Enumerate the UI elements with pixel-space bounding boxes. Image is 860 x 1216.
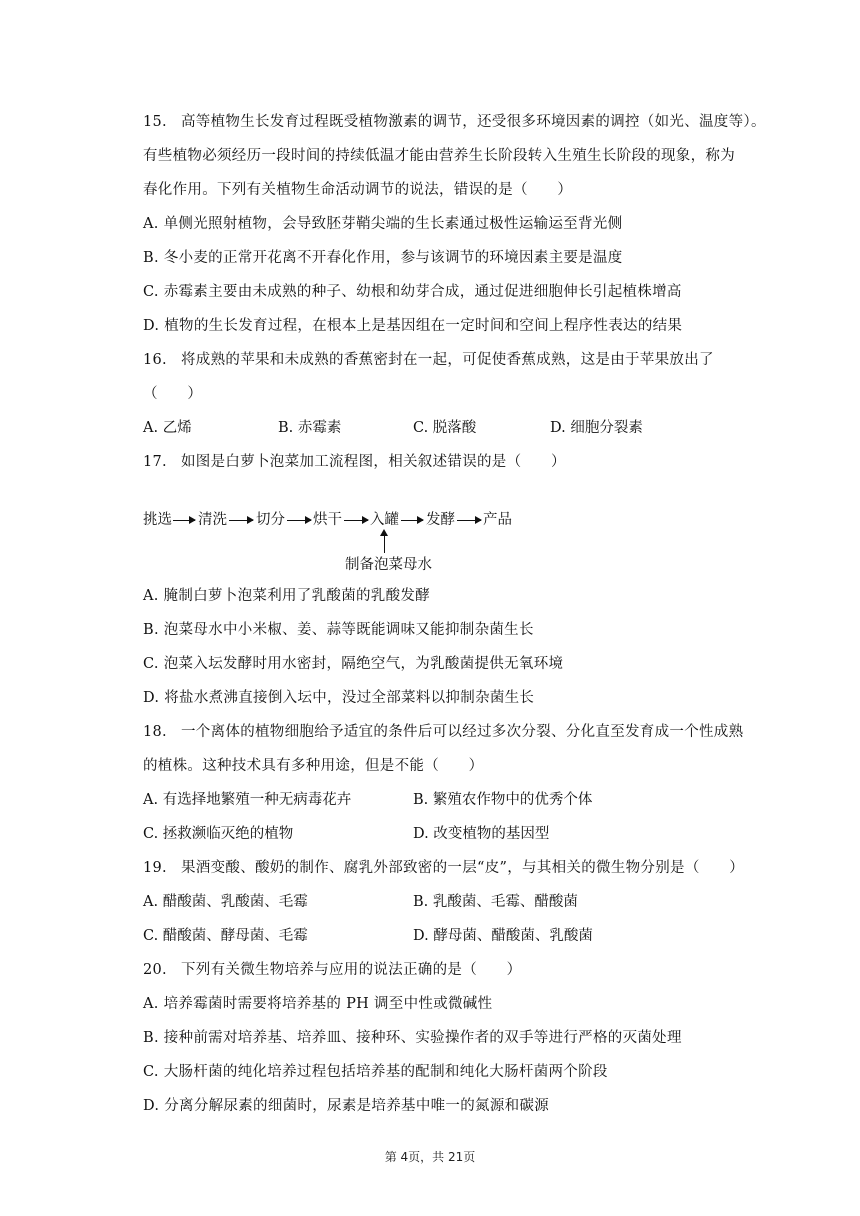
question-20-option-c: C. 大肠杆菌的纯化培养过程包括培养基的配制和纯化大肠杆菌两个阶段 [143,1064,608,1080]
question-17-stem-line-1: 17. 如图是白萝卜泡菜加工流程图，相关叙述错误的是（ ） [143,454,566,470]
question-19-option-b: B. 乳酸菌、毛霉、醋酸菌 [413,894,578,910]
flow-arrow-icon [229,520,253,521]
flow-step-cut: 切分 [256,512,285,528]
flow-step-into-jar: 入罐 [370,512,399,528]
question-19-option-d: D. 酵母菌、醋酸菌、乳酸菌 [413,928,593,944]
question-18-option-d: D. 改变植物的基因型 [413,826,550,842]
question-16-option-c: C. 脱落酸 [413,420,477,436]
question-18-option-a: A. 有选择地繁殖一种无病毒花卉 [143,792,352,808]
question-20-option-a: A. 培养霉菌时需要将培养基的 PH 调至中性或微碱性 [143,996,493,1012]
question-number: 16. [143,352,167,368]
page-footer: 第 4页，共 21页 [384,1150,476,1164]
question-15-option-d: D. 植物的生长发育过程，在根本上是基因组在一定时间和空间上程序性表达的结果 [143,318,683,334]
question-20-option-d: D. 分离分解尿素的细菌时，尿素是培养基中唯一的氮源和碳源 [143,1098,550,1114]
question-16-option-d: D. 细胞分裂素 [550,420,643,436]
question-20-option-b: B. 接种前需对培养基、培养皿、接种环、实验操作者的双手等进行严格的灭菌处理 [143,1030,682,1046]
question-18-option-b: B. 繁殖农作物中的优秀个体 [413,792,593,808]
question-number: 20. [143,962,167,978]
question-19-options-row-1 [143,892,703,912]
question-19-options-row-2 [143,926,703,946]
question-16-stem-line-2: （ ） [143,386,203,402]
flow-step-select: 挑选 [143,512,172,528]
question-15-stem-line-3: 春化作用。下列有关植物生命活动调节的说法，错误的是（ ） [143,182,573,198]
question-15-stem-line-2: 有些植物必须经历一段时间的持续低温才能由营养生长阶段转入生殖生长阶段的现象，称为 [143,148,735,164]
question-18-options-row-1 [143,790,703,810]
flow-step-dry: 烘干 [313,512,342,528]
question-17-option-c: C. 泡菜入坛发酵时用水密封，隔绝空气，为乳酸菌提供无氧环境 [143,656,564,672]
question-15-option-a: A. 单侧光照射植物，会导致胚芽鞘尖端的生长素通过极性运输运至背光侧 [143,216,623,232]
question-19-option-a: A. 醋酸菌、乳酸菌、毛霉 [143,894,308,910]
flow-step-product: 产品 [483,512,512,528]
question-18-option-c: C. 拯救濒临灭绝的植物 [143,826,294,842]
question-18-options-row-2 [143,824,703,844]
pickle-process-flowchart [143,510,543,580]
question-number: 15. [143,114,167,130]
question-16-option-b: B. 赤霉素 [278,420,342,436]
question-17-option-a: A. 腌制白萝卜泡菜利用了乳酸菌的乳酸发酵 [143,588,430,604]
question-19-option-c: C. 醋酸菌、酵母菌、毛霉 [143,928,308,944]
question-number: 17. [143,454,167,470]
question-19-stem-line-1: 19. 果酒变酸、酸奶的制作、腐乳外部致密的一层“皮”，与其相关的微生物分别是（ ） [143,860,745,876]
question-16-option-a: A. 乙烯 [143,420,192,436]
flow-arrow-icon [401,520,423,521]
question-15-option-c: C. 赤霉素主要由未成熟的种子、幼根和幼芽合成，通过促进细胞伸长引起植株增高 [143,284,682,300]
flow-step-wash: 清洗 [198,512,227,528]
question-15-stem-line-1: 15. 高等植物生长发育过程既受植物激素的调节，还受很多环境因素的调控（如光、温度等）。 [143,114,766,130]
flow-arrow-icon [287,520,311,521]
question-16-options [143,418,703,438]
flow-arrow-icon [344,520,368,521]
flow-step-ferment: 发酵 [426,512,455,528]
question-number: 18. [143,724,167,740]
flow-up-arrow-icon [384,535,385,553]
question-20-stem-line-1: 20. 下列有关微生物培养与应用的说法正确的是（ ） [143,962,522,978]
flow-arrow-icon [457,520,481,521]
question-15-option-b: B. 冬小麦的正常开花离不开春化作用，参与该调节的环境因素主要是温度 [143,250,623,266]
flow-step-brine-prep: 制备泡菜母水 [345,557,432,573]
question-18-stem-line-2: 的植株。这种技术具有多种用途，但是不能（ ） [143,758,484,774]
question-17-option-d: D. 将盐水煮沸直接倒入坛中，没过全部菜料以抑制杂菌生长 [143,690,535,706]
question-18-stem-line-1: 18. 一个离体的植物细胞给予适宜的条件后可以经过多次分裂、分化直至发育成一个性成熟 [143,724,744,740]
question-16-stem-line-1: 16. 将成熟的苹果和未成熟的香蕉密封在一起，可促使香蕉成熟，这是由于苹果放出了 [143,352,714,368]
flow-arrow-icon [173,520,195,521]
question-17-option-b: B. 泡菜母水中小米椒、姜、蒜等既能调味又能抑制杂菌生长 [143,622,534,638]
question-number: 19. [143,860,167,876]
